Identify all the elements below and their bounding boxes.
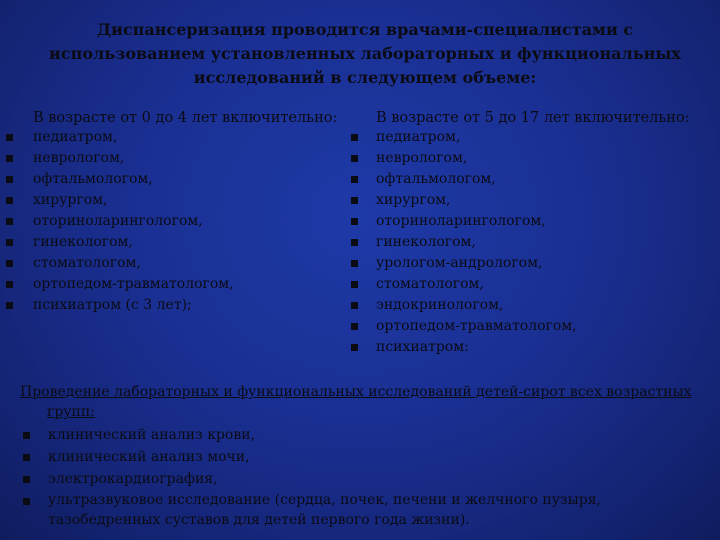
square-bullet-icon — [6, 134, 13, 141]
list-item-text: урологом-андрологом, — [376, 255, 543, 271]
list-item-text: эндокринологом, — [376, 297, 504, 313]
square-bullet-icon — [6, 197, 13, 204]
square-bullet-icon — [6, 176, 13, 183]
square-bullet-icon — [6, 302, 13, 309]
lab-list-item — [48, 468, 688, 490]
left-list-item — [33, 232, 234, 253]
list-item-text: офтальмологом, — [33, 171, 153, 187]
list-item-text: электрокардиография, — [48, 471, 218, 487]
right-list-item — [376, 274, 577, 295]
square-bullet-icon — [351, 323, 358, 330]
lab-section-heading — [20, 382, 700, 422]
square-bullet-icon — [6, 155, 13, 162]
lab-list-item — [48, 424, 688, 446]
list-item-text: оториноларингологом, — [33, 213, 203, 229]
square-bullet-icon — [6, 260, 13, 267]
square-bullet-icon — [351, 176, 358, 183]
lab-heading-line2: групп: — [47, 404, 95, 420]
lab-test-list — [48, 424, 688, 530]
lab-list-item — [48, 490, 688, 530]
right-list-item — [376, 190, 577, 211]
list-item-text: педиатром, — [376, 129, 461, 145]
list-item-text: стоматологом, — [33, 255, 141, 271]
right-specialist-list — [376, 127, 577, 358]
left-list-item — [33, 253, 234, 274]
square-bullet-icon — [351, 260, 358, 267]
list-item-text: ортопедом-травматологом, — [376, 318, 577, 334]
right-list-item — [376, 127, 577, 148]
lab-heading-line1: Проведение лабораторных и функциональных исследований детей-сирот всех возрастных — [20, 384, 692, 400]
right-list-item — [376, 211, 577, 232]
list-item-text: психиатром: — [376, 339, 469, 355]
list-item-text: ортопедом-травматологом, — [33, 276, 234, 292]
left-specialist-list — [33, 127, 234, 316]
list-item-text: неврологом, — [376, 150, 468, 166]
right-list-item — [376, 337, 577, 358]
square-bullet-icon — [23, 432, 30, 439]
square-bullet-icon — [351, 302, 358, 309]
square-bullet-icon — [6, 218, 13, 225]
left-list-item — [33, 295, 234, 316]
right-list-item — [376, 232, 577, 253]
square-bullet-icon — [351, 281, 358, 288]
left-list-item — [33, 169, 234, 190]
right-list-item — [376, 169, 577, 190]
left-list-item — [33, 190, 234, 211]
left-column-heading: В возрасте от 0 до 4 лет включительно: — [33, 110, 338, 126]
list-item-text: психиатром (с 3 лет); — [33, 297, 192, 313]
square-bullet-icon — [351, 155, 358, 162]
left-list-item — [33, 127, 234, 148]
square-bullet-icon — [351, 218, 358, 225]
list-item-text: педиатром, — [33, 129, 118, 145]
list-item-text: стоматологом, — [376, 276, 484, 292]
left-list-item — [33, 148, 234, 169]
list-item-text: хирургом, — [376, 192, 451, 208]
lab-list-item — [48, 446, 688, 468]
right-column-heading: В возрасте от 5 до 17 лет включительно: — [376, 110, 690, 126]
right-list-item — [376, 316, 577, 337]
list-item-text: офтальмологом, — [376, 171, 496, 187]
right-list-item — [376, 295, 577, 316]
square-bullet-icon — [351, 239, 358, 246]
list-item-text: хирургом, — [33, 192, 108, 208]
slide-title: Диспансеризация проводится врачами-специалистами с использованием установленных лабораторных и функциональных исследований в следующем объеме: — [49, 20, 681, 87]
left-list-item — [33, 274, 234, 295]
list-item-text: оториноларингологом, — [376, 213, 546, 229]
square-bullet-icon — [6, 239, 13, 246]
right-list-item — [376, 253, 577, 274]
right-list-item — [376, 148, 577, 169]
list-item-text: клинический анализ крови, — [48, 427, 256, 443]
square-bullet-icon — [351, 134, 358, 141]
list-item-text: гинекологом, — [33, 234, 133, 250]
square-bullet-icon — [23, 498, 30, 505]
square-bullet-icon — [23, 476, 30, 483]
square-bullet-icon — [351, 344, 358, 351]
left-list-item — [33, 211, 234, 232]
square-bullet-icon — [23, 454, 30, 461]
square-bullet-icon — [6, 281, 13, 288]
list-item-text: гинекологом, — [376, 234, 476, 250]
list-item-text: ультразвуковое исследование (сердца, почек, печени и желчного пузыря, тазобедренных суставов для детей первого года жизни). — [48, 492, 601, 528]
list-item-text: неврологом, — [33, 150, 125, 166]
list-item-text: клинический анализ мочи, — [48, 449, 250, 465]
square-bullet-icon — [351, 197, 358, 204]
